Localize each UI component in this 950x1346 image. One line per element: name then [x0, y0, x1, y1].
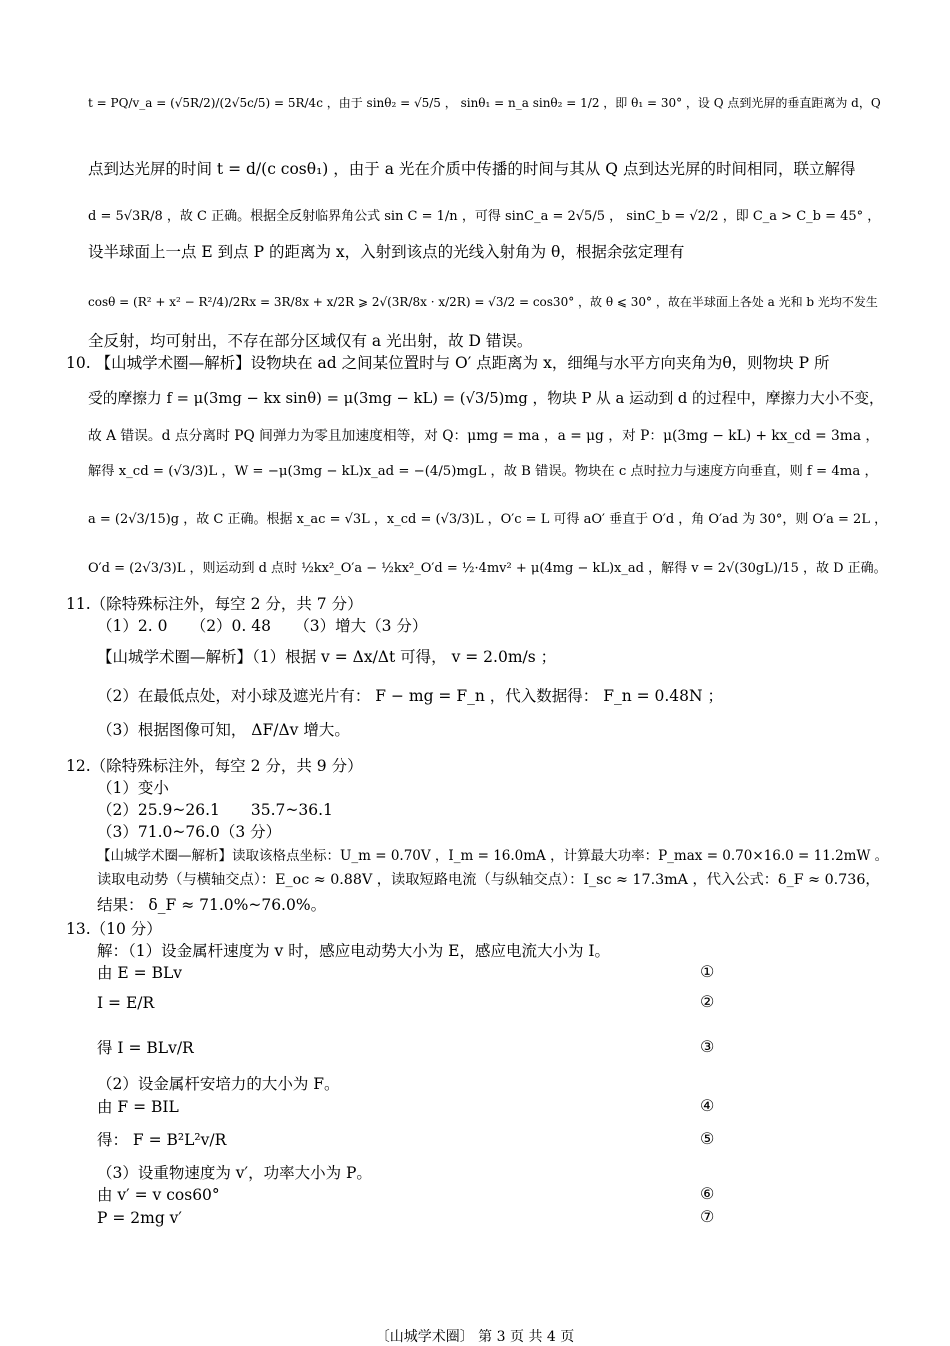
text-line: （3）根据图像可知， ΔF/Δv 增大。 [97, 721, 350, 739]
text-line: 10. 【山城学术圈—解析】设物块在 ad 之间某位置时与 O′ 点距离为 x，细绳与水平方向夹角为θ，则物块 P 所 [66, 354, 830, 372]
equation-marker: ⑤ [700, 1129, 715, 1148]
text-line: 【山城学术圈—解析】读取该格点坐标：U_m = 0.70V ，I_m = 16.0mA ，计算最大功率：P_max = 0.70×16.0 = 11.2mW 。 [97, 848, 889, 864]
equation-marker: ⑦ [700, 1207, 715, 1226]
equation-marker: ① [700, 962, 715, 981]
text-line: 由 F = BIL [97, 1098, 179, 1116]
text-line: a = (2√3/15)g ，故 C 正确。根据 x_ac = √3L ，x_cd = (√3/3)L ，O′c = L 可得 aO′ 垂直于 O′d ，角 O′ad 为 30°，则 O′a = 2L ， [88, 512, 888, 527]
text-line: 【山城学术圈—解析】（1）根据 v = Δx/Δt 可得， v = 2.0m/s ； [97, 648, 557, 666]
text-line: （2）设金属杆安培力的大小为 F。 [97, 1075, 340, 1093]
text-line: （1）变小 [97, 779, 169, 797]
text-line: 全反射，均可射出，不存在部分区域仅有 a 光出射，故 D 错误。 [88, 332, 533, 350]
text-line: 13.（10 分） [66, 920, 162, 938]
equation-marker: ⑥ [700, 1184, 715, 1203]
text-line: 得 I = BLv/R [97, 1039, 194, 1057]
text-line: 解得 x_cd = (√3/3)L ，W = −μ(3mg − kL)x_ad = −(4/5)mgL ，故 B 错误。物块在 c 点时拉力与速度方向垂直，则 f = 4ma ， [88, 464, 878, 479]
text-line: （2）25.9~26.1 35.7~36.1 [97, 801, 333, 819]
text-line: 解：（1）设金属杆速度为 v 时，感应电动势大小为 E，感应电流大小为 I。 [97, 942, 611, 960]
equation-marker: ③ [700, 1037, 715, 1056]
text-line: 点到达光屏的时间 t = d/(c cosθ₁) ，由于 a 光在介质中传播的时间与其从 Q 点到达光屏的时间相同，联立解得 [88, 160, 856, 178]
text-line: 受的摩擦力 f = μ(3mg − kx sinθ) = μ(3mg − kL) = (√3/5)mg ，物块 P 从 a 运动到 d 的过程中，摩擦力大小不变， [88, 390, 884, 407]
text-line: d = 5√3R/8 ，故 C 正确。根据全反射临界角公式 sin C = 1/n ，可得 sinC_a = 2√5/5 ， sinC_b = √2/2 ，即 C_a > C_b = 45° ， [88, 209, 881, 224]
text-line: 得： F = B²L²v/R [97, 1131, 227, 1149]
text-line: 故 A 错误。d 点分离时 PQ 间弹力为零且加速度相等，对 Q：μmg = ma ，a = μg ，对 P：μ(3mg − kL) + kx_cd = 3ma ， [88, 428, 880, 444]
text-line: （3）71.0~76.0（3 分） [97, 823, 282, 841]
text-line: 11.（除特殊标注外，每空 2 分，共 7 分） [66, 595, 363, 613]
text-line: 设半球面上一点 E 到点 P 的距离为 x，入射到该点的光线入射角为 θ，根据余弦定理有 [88, 243, 685, 261]
equation-marker: ② [700, 992, 715, 1011]
text-line: O′d = (2√3/3)L ，则运动到 d 点时 ½kx²_O′a − ½kx²_O′d = ½·4mv² + μ(4mg − kL)x_ad ，解得 v = 2√(30gL)/15 ，故 D 正确。 [88, 561, 887, 576]
text-line: P = 2mg v′ [97, 1209, 182, 1227]
text-line: 由 v′ = v cos60° [97, 1186, 220, 1204]
text-line: 12.（除特殊标注外，每空 2 分，共 9 分） [66, 757, 363, 775]
text-line: t = PQ/v_a = (√5R/2)/(2√5c/5) = 5R/4c ，由于 sinθ₂ = √5/5 ， sinθ₁ = n_a sinθ₂ = 1/2 ，即 θ₁ = 30° ，设 Q 点到光屏的垂直距离为 d，Q [88, 96, 881, 110]
text-line: 由 E = BLv [97, 964, 183, 982]
text-line: （2）在最低点处，对小球及遮光片有： F − mg = F_n ，代入数据得： F_n = 0.48N ； [97, 687, 724, 705]
text-line: cosθ = (R² + x² − R²/4)/2Rx = 3R/8x + x/2R ⩾ 2√(3R/8x · x/2R) = √3/2 = cos30° ，故 θ ⩽ 30° ，故在半球面上各处 a 光和 b 光均不发生 [88, 295, 878, 309]
equation-marker: ④ [700, 1096, 715, 1115]
text-line: 读取电动势（与横轴交点）：E_oc ≈ 0.88V ，读取短路电流（与纵轴交点）：I_sc ≈ 17.3mA ，代入公式：δ_F ≈ 0.736， [97, 872, 880, 888]
text-line: （3）设重物速度为 v′，功率大小为 P。 [97, 1164, 372, 1182]
page-footer: 〔山城学术圈〕 第 3 页 共 4 页 [375, 1329, 575, 1345]
text-line: I = E/R [97, 994, 155, 1012]
text-line: 结果： δ_F ≈ 71.0%~76.0%。 [97, 896, 327, 914]
text-line: （1）2. 0 （2）0. 48 （3）增大（3 分） [97, 617, 428, 635]
